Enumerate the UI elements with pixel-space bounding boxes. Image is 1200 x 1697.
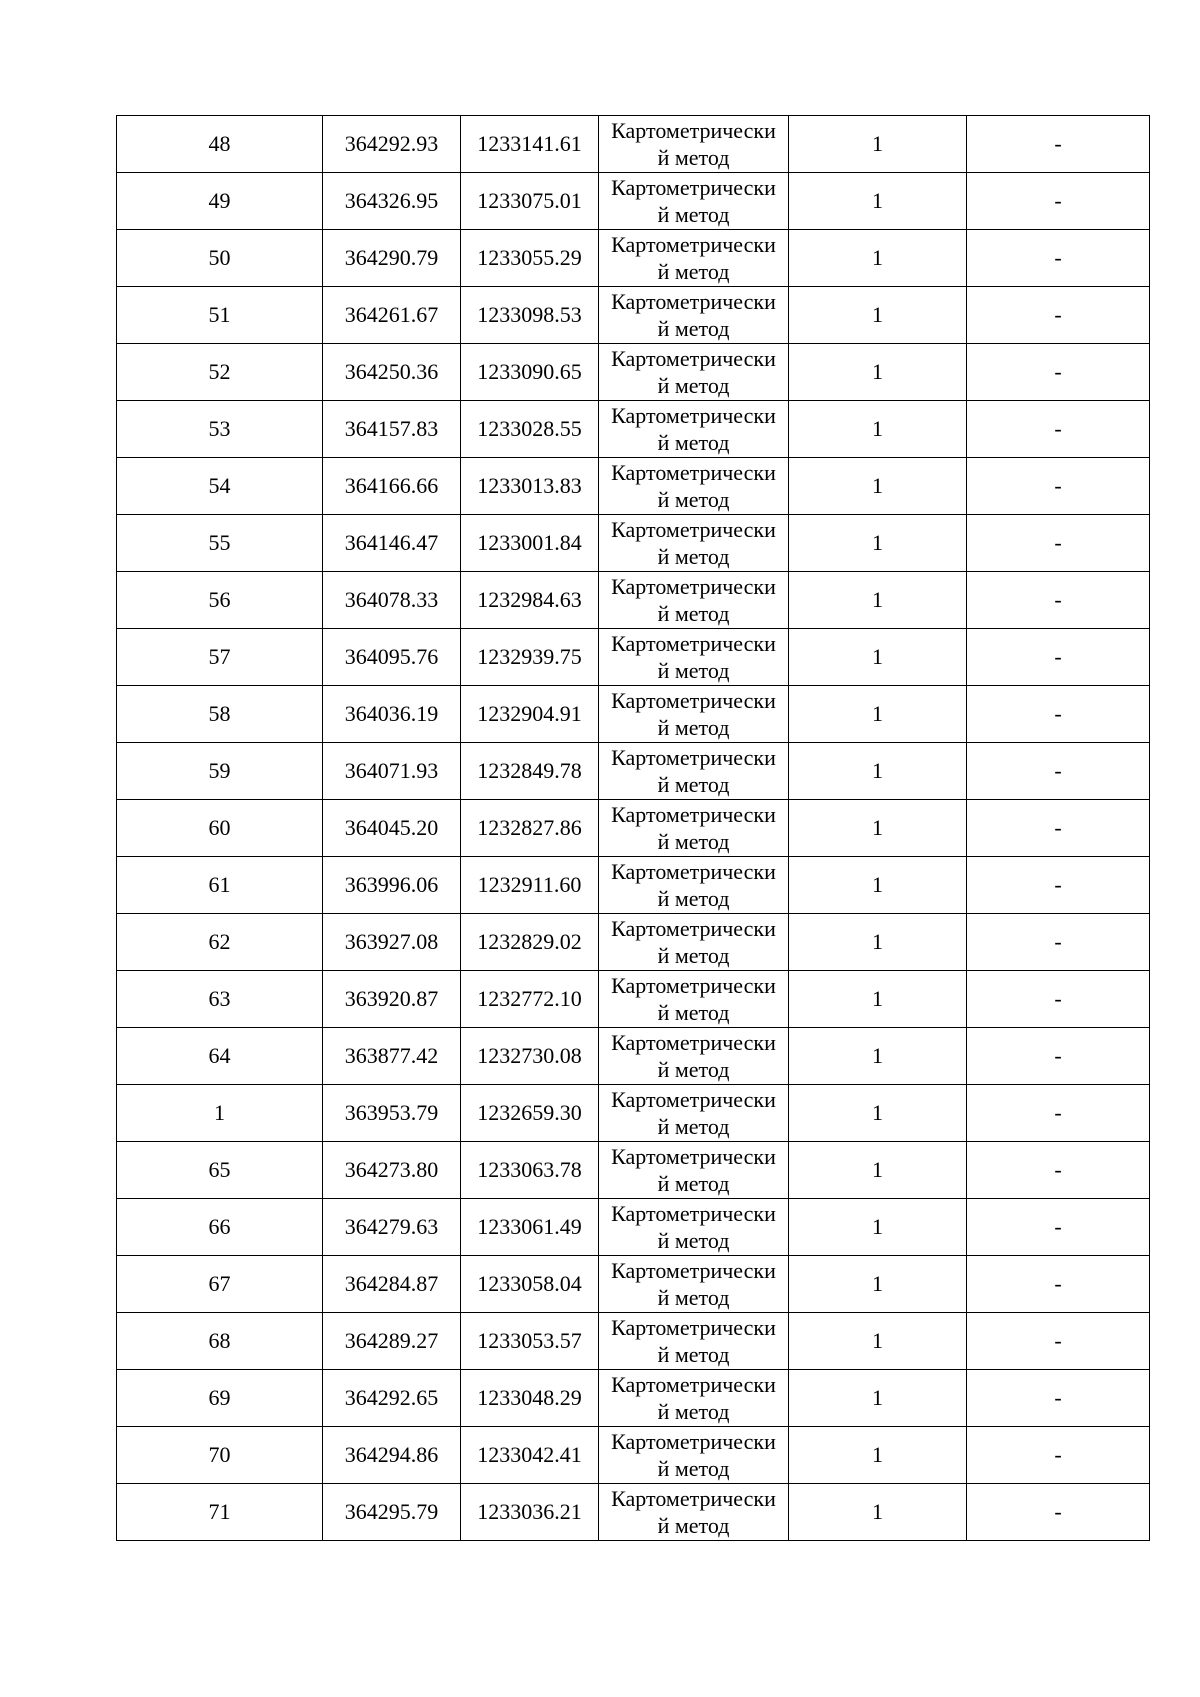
x-coordinate-cell: 364078.33: [323, 572, 461, 629]
point-number-cell: 52: [117, 344, 323, 401]
method-cell: [599, 629, 789, 686]
x-coordinate-cell: 364071.93: [323, 743, 461, 800]
point-number-cell: 64: [117, 1028, 323, 1085]
y-coordinate-cell: 1233028.55: [461, 401, 599, 458]
table-row: [117, 287, 1150, 344]
accuracy-cell: 1: [789, 686, 967, 743]
x-coordinate-cell: 364290.79: [323, 230, 461, 287]
point-number-cell: 62: [117, 914, 323, 971]
point-number-cell: 1: [117, 1085, 323, 1142]
y-coordinate-cell: 1233141.61: [461, 116, 599, 173]
table-row: [117, 1256, 1150, 1313]
method-text-line1: Картометрически: [611, 859, 776, 884]
accuracy-cell: 1: [789, 1370, 967, 1427]
method-text-line1: Картометрически: [611, 1087, 776, 1112]
accuracy-cell: 1: [789, 287, 967, 344]
point-number-cell: 60: [117, 800, 323, 857]
method-cell: [599, 116, 789, 173]
method-text-line2: й метод: [657, 601, 730, 626]
point-number-cell: 55: [117, 515, 323, 572]
accuracy-cell: 1: [789, 1142, 967, 1199]
accuracy-cell: 1: [789, 515, 967, 572]
table-row: [117, 458, 1150, 515]
method-text-line1: Картометрически: [611, 232, 776, 257]
note-cell: -: [967, 230, 1150, 287]
method-text-line2: й метод: [657, 1057, 730, 1082]
accuracy-cell: 1: [789, 1484, 967, 1541]
method-text-line1: Картометрически: [611, 1144, 776, 1169]
method-cell: [599, 1199, 789, 1256]
method-cell: [599, 1085, 789, 1142]
method-cell: [599, 1427, 789, 1484]
x-coordinate-cell: 364157.83: [323, 401, 461, 458]
method-text-line1: Картометрически: [611, 1030, 776, 1055]
method-cell: [599, 1256, 789, 1313]
table-row: [117, 1142, 1150, 1199]
method-text-line1: Картометрически: [611, 1372, 776, 1397]
method-text-line2: й метод: [657, 658, 730, 683]
note-cell: -: [967, 914, 1150, 971]
y-coordinate-cell: 1232904.91: [461, 686, 599, 743]
method-text-line2: й метод: [657, 544, 730, 569]
y-coordinate-cell: 1233075.01: [461, 173, 599, 230]
x-coordinate-cell: 364250.36: [323, 344, 461, 401]
point-number-cell: 67: [117, 1256, 323, 1313]
x-coordinate-cell: 364279.63: [323, 1199, 461, 1256]
table-row: [117, 743, 1150, 800]
accuracy-cell: 1: [789, 1199, 967, 1256]
method-text-line1: Картометрически: [611, 1486, 776, 1511]
method-text-line1: Картометрически: [611, 916, 776, 941]
note-cell: -: [967, 1370, 1150, 1427]
table-row: [117, 1370, 1150, 1427]
note-cell: -: [967, 1142, 1150, 1199]
x-coordinate-cell: 364326.95: [323, 173, 461, 230]
accuracy-cell: 1: [789, 401, 967, 458]
method-text-line1: Картометрически: [611, 517, 776, 542]
accuracy-cell: 1: [789, 344, 967, 401]
method-cell: [599, 1370, 789, 1427]
method-text-line1: Картометрически: [611, 403, 776, 428]
x-coordinate-cell: 363996.06: [323, 857, 461, 914]
table-row: [117, 116, 1150, 173]
method-text-line2: й метод: [657, 772, 730, 797]
point-number-cell: 71: [117, 1484, 323, 1541]
method-text-line2: й метод: [657, 1285, 730, 1310]
method-text-line2: й метод: [657, 202, 730, 227]
y-coordinate-cell: 1233055.29: [461, 230, 599, 287]
note-cell: -: [967, 173, 1150, 230]
x-coordinate-cell: 363920.87: [323, 971, 461, 1028]
y-coordinate-cell: 1232730.08: [461, 1028, 599, 1085]
point-number-cell: 66: [117, 1199, 323, 1256]
note-cell: -: [967, 857, 1150, 914]
y-coordinate-cell: 1232827.86: [461, 800, 599, 857]
method-text-line2: й метод: [657, 259, 730, 284]
accuracy-cell: 1: [789, 629, 967, 686]
accuracy-cell: 1: [789, 1256, 967, 1313]
x-coordinate-cell: 363953.79: [323, 1085, 461, 1142]
accuracy-cell: 1: [789, 458, 967, 515]
method-cell: [599, 344, 789, 401]
note-cell: -: [967, 515, 1150, 572]
x-coordinate-cell: 364095.76: [323, 629, 461, 686]
accuracy-cell: 1: [789, 857, 967, 914]
point-number-cell: 53: [117, 401, 323, 458]
x-coordinate-cell: 364045.20: [323, 800, 461, 857]
method-text-line1: Картометрически: [611, 973, 776, 998]
table-row: [117, 1484, 1150, 1541]
point-number-cell: 69: [117, 1370, 323, 1427]
point-number-cell: 54: [117, 458, 323, 515]
method-text-line1: Картометрически: [611, 688, 776, 713]
point-number-cell: 48: [117, 116, 323, 173]
method-text-line2: й метод: [657, 316, 730, 341]
note-cell: -: [967, 1028, 1150, 1085]
method-text-line2: й метод: [657, 487, 730, 512]
table-row: [117, 914, 1150, 971]
method-cell: [599, 800, 789, 857]
y-coordinate-cell: 1232772.10: [461, 971, 599, 1028]
table-row: [117, 1199, 1150, 1256]
method-cell: [599, 401, 789, 458]
method-cell: [599, 857, 789, 914]
coordinates-table-body: [117, 116, 1150, 1541]
y-coordinate-cell: 1232659.30: [461, 1085, 599, 1142]
point-number-cell: 49: [117, 173, 323, 230]
accuracy-cell: 1: [789, 230, 967, 287]
table-row: [117, 344, 1150, 401]
table-row: [117, 515, 1150, 572]
method-text-line1: Картометрически: [611, 1429, 776, 1454]
y-coordinate-cell: 1233098.53: [461, 287, 599, 344]
point-number-cell: 68: [117, 1313, 323, 1370]
accuracy-cell: 1: [789, 743, 967, 800]
y-coordinate-cell: 1233048.29: [461, 1370, 599, 1427]
method-text-line1: Картометрически: [611, 574, 776, 599]
method-cell: [599, 173, 789, 230]
note-cell: -: [967, 686, 1150, 743]
method-text-line2: й метод: [657, 715, 730, 740]
point-number-cell: 51: [117, 287, 323, 344]
note-cell: -: [967, 572, 1150, 629]
note-cell: -: [967, 1085, 1150, 1142]
table-row: [117, 1028, 1150, 1085]
table-row: [117, 686, 1150, 743]
note-cell: -: [967, 287, 1150, 344]
method-cell: [599, 230, 789, 287]
x-coordinate-cell: 364292.65: [323, 1370, 461, 1427]
note-cell: -: [967, 116, 1150, 173]
accuracy-cell: 1: [789, 1028, 967, 1085]
y-coordinate-cell: 1233001.84: [461, 515, 599, 572]
y-coordinate-cell: 1233036.21: [461, 1484, 599, 1541]
method-text-line2: й метод: [657, 1456, 730, 1481]
x-coordinate-cell: 364261.67: [323, 287, 461, 344]
accuracy-cell: 1: [789, 116, 967, 173]
method-cell: [599, 1028, 789, 1085]
y-coordinate-cell: 1233013.83: [461, 458, 599, 515]
note-cell: -: [967, 1256, 1150, 1313]
method-text-line1: Картометрически: [611, 745, 776, 770]
x-coordinate-cell: 364292.93: [323, 116, 461, 173]
method-text-line2: й метод: [657, 1342, 730, 1367]
method-cell: [599, 686, 789, 743]
note-cell: -: [967, 743, 1150, 800]
note-cell: -: [967, 971, 1150, 1028]
table-row: [117, 173, 1150, 230]
method-text-line2: й метод: [657, 1513, 730, 1538]
method-cell: [599, 914, 789, 971]
method-cell: [599, 287, 789, 344]
table-row: [117, 800, 1150, 857]
method-text-line1: Картометрически: [611, 631, 776, 656]
method-text-line2: й метод: [657, 943, 730, 968]
accuracy-cell: 1: [789, 173, 967, 230]
point-number-cell: 57: [117, 629, 323, 686]
method-text-line2: й метод: [657, 430, 730, 455]
accuracy-cell: 1: [789, 1085, 967, 1142]
method-text-line2: й метод: [657, 1228, 730, 1253]
y-coordinate-cell: 1232911.60: [461, 857, 599, 914]
note-cell: -: [967, 1313, 1150, 1370]
method-cell: [599, 1142, 789, 1199]
method-text-line2: й метод: [657, 373, 730, 398]
method-text-line2: й метод: [657, 1000, 730, 1025]
note-cell: -: [967, 401, 1150, 458]
note-cell: -: [967, 1427, 1150, 1484]
point-number-cell: 70: [117, 1427, 323, 1484]
accuracy-cell: 1: [789, 800, 967, 857]
y-coordinate-cell: 1233058.04: [461, 1256, 599, 1313]
method-text-line2: й метод: [657, 886, 730, 911]
point-number-cell: 65: [117, 1142, 323, 1199]
x-coordinate-cell: 364284.87: [323, 1256, 461, 1313]
y-coordinate-cell: 1233063.78: [461, 1142, 599, 1199]
note-cell: -: [967, 1199, 1150, 1256]
method-text-line1: Картометрически: [611, 1201, 776, 1226]
table-row: [117, 401, 1150, 458]
x-coordinate-cell: 364146.47: [323, 515, 461, 572]
method-text-line1: Картометрически: [611, 175, 776, 200]
x-coordinate-cell: 364294.86: [323, 1427, 461, 1484]
method-text-line1: Картометрически: [611, 1315, 776, 1340]
accuracy-cell: 1: [789, 914, 967, 971]
note-cell: -: [967, 344, 1150, 401]
method-cell: [599, 515, 789, 572]
note-cell: -: [967, 629, 1150, 686]
y-coordinate-cell: 1233090.65: [461, 344, 599, 401]
accuracy-cell: 1: [789, 971, 967, 1028]
y-coordinate-cell: 1232849.78: [461, 743, 599, 800]
method-cell: [599, 1313, 789, 1370]
method-cell: [599, 1484, 789, 1541]
note-cell: -: [967, 1484, 1150, 1541]
table-row: [117, 971, 1150, 1028]
y-coordinate-cell: 1233053.57: [461, 1313, 599, 1370]
point-number-cell: 50: [117, 230, 323, 287]
y-coordinate-cell: 1233061.49: [461, 1199, 599, 1256]
method-text-line1: Картометрически: [611, 118, 776, 143]
method-cell: [599, 971, 789, 1028]
x-coordinate-cell: 364295.79: [323, 1484, 461, 1541]
method-cell: [599, 743, 789, 800]
method-text-line2: й метод: [657, 1171, 730, 1196]
x-coordinate-cell: 364289.27: [323, 1313, 461, 1370]
point-number-cell: 58: [117, 686, 323, 743]
x-coordinate-cell: 364166.66: [323, 458, 461, 515]
table-row: [117, 230, 1150, 287]
method-text-line1: Картометрически: [611, 346, 776, 371]
table-row: [117, 1427, 1150, 1484]
method-text-line1: Картометрически: [611, 1258, 776, 1283]
y-coordinate-cell: 1232984.63: [461, 572, 599, 629]
accuracy-cell: 1: [789, 1427, 967, 1484]
point-number-cell: 56: [117, 572, 323, 629]
method-text-line1: Картометрически: [611, 460, 776, 485]
method-text-line2: й метод: [657, 1114, 730, 1139]
point-number-cell: 61: [117, 857, 323, 914]
method-text-line1: Картометрически: [611, 802, 776, 827]
method-text-line1: Картометрически: [611, 289, 776, 314]
method-text-line2: й метод: [657, 145, 730, 170]
table-row: [117, 629, 1150, 686]
y-coordinate-cell: 1232939.75: [461, 629, 599, 686]
table-row: [117, 857, 1150, 914]
y-coordinate-cell: 1232829.02: [461, 914, 599, 971]
accuracy-cell: 1: [789, 572, 967, 629]
note-cell: -: [967, 800, 1150, 857]
note-cell: -: [967, 458, 1150, 515]
x-coordinate-cell: 363927.08: [323, 914, 461, 971]
coordinates-table: [116, 115, 1150, 1541]
table-row: [117, 1313, 1150, 1370]
x-coordinate-cell: 363877.42: [323, 1028, 461, 1085]
table-row: [117, 1085, 1150, 1142]
table-row: [117, 572, 1150, 629]
method-text-line2: й метод: [657, 829, 730, 854]
x-coordinate-cell: 364036.19: [323, 686, 461, 743]
method-text-line2: й метод: [657, 1399, 730, 1424]
accuracy-cell: 1: [789, 1313, 967, 1370]
method-cell: [599, 572, 789, 629]
method-cell: [599, 458, 789, 515]
x-coordinate-cell: 364273.80: [323, 1142, 461, 1199]
point-number-cell: 59: [117, 743, 323, 800]
point-number-cell: 63: [117, 971, 323, 1028]
y-coordinate-cell: 1233042.41: [461, 1427, 599, 1484]
